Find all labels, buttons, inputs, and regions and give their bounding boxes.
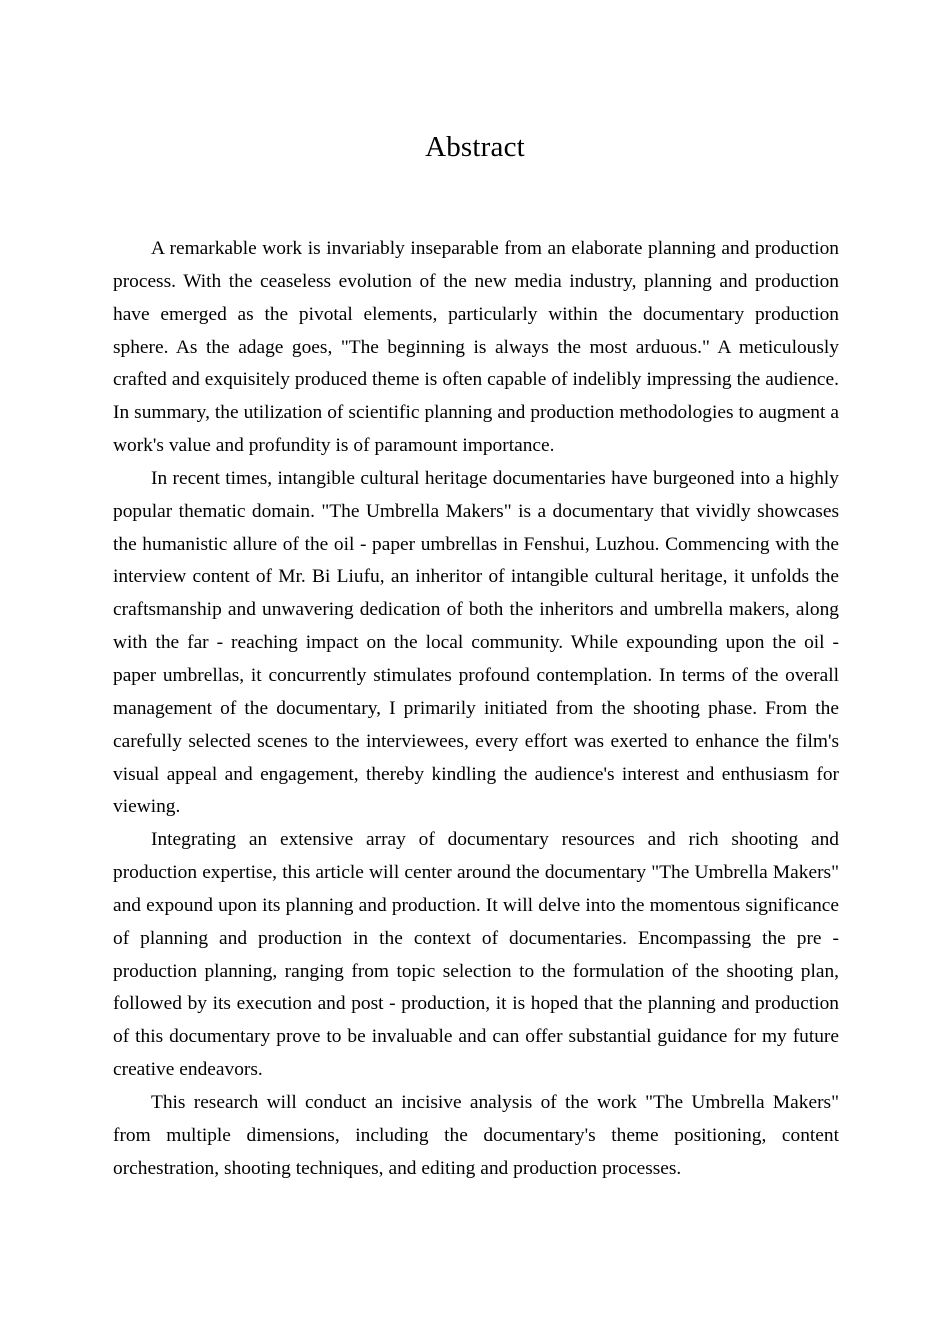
abstract-body: [113, 233, 839, 1185]
abstract-paragraph-4: This research will conduct an incisive analysis of the work "The Umbrella Makers" from multiple dimensions, including the documentary's theme positioning, content orchestration, shooting techniques, and editing and production processes.: [113, 1091, 839, 1179]
page-title: Abstract: [425, 131, 525, 163]
abstract-paragraph-1: A remarkable work is invariably inseparable from an elaborate planning and production process. With the ceaseless evolution of the new media industry, planning and production have emerged as the pivotal elements, particularly within the documentary production sphere. As the adage goes, "The beginning is always the most arduous." A meticulously crafted and exquisitely produced theme is often capable of indelibly impressing the audience. In summary, the utilization of scientific planning and production methodologies to augment a work's value and profundity is of paramount importance.: [113, 238, 839, 457]
abstract-paragraph-2: In recent times, intangible cultural heritage documentaries have burgeoned into a highly popular thematic domain. "The Umbrella Makers" is a documentary that vividly showcases the humanistic allure of the oil - paper umbrellas in Fenshui, Luzhou. Commencing with the interview content of Mr. Bi Liufu, an inheritor of intangible cultural heritage, it unfolds the craftsmanship and unwavering dedication of both the inheritors and umbrella makers, along with the far - reaching impact on the local community. While expounding upon the oil - paper umbrellas, it concurrently stimulates profound contemplation. In terms of the overall management of the documentary, I primarily initiated from the shooting phase. From the carefully selected scenes to the interviewees, every effort was exerted to enhance the film's visual appeal and engagement, thereby kindling the audience's interest and enthusiasm for viewing.: [113, 467, 839, 818]
abstract-paragraph-3: Integrating an extensive array of documentary resources and rich shooting and production expertise, this article will center around the documentary "The Umbrella Makers" and expound upon its planning and production. It will delve into the momentous significance of planning and production in the context of documentaries. Encompassing the pre - production planning, ranging from topic selection to the formulation of the shooting plan, followed by its execution and post - production, it is hoped that the planning and production of this documentary prove to be invaluable and can offer substantial guidance for my future creative endeavors.: [113, 829, 839, 1081]
